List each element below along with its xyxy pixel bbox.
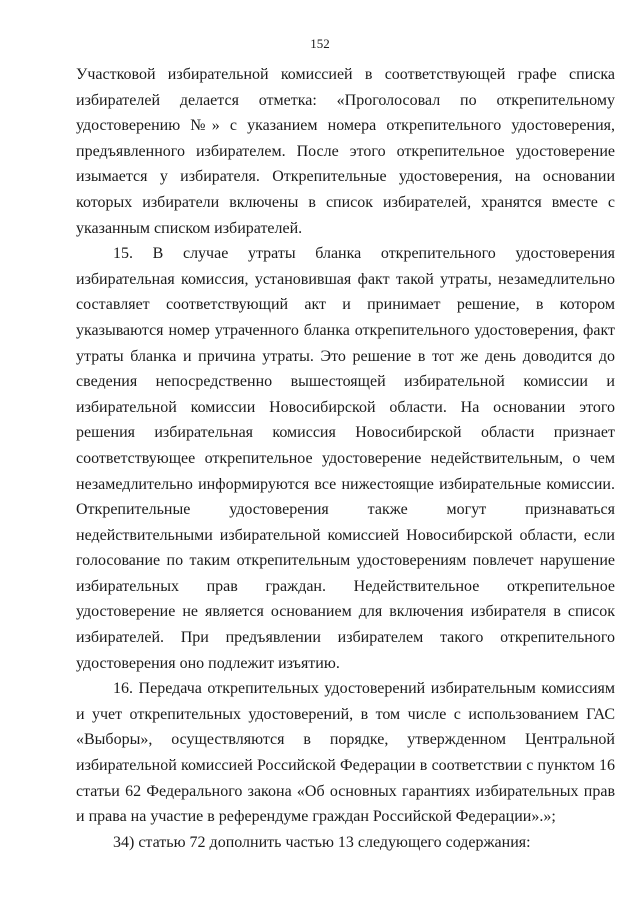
page-number: 152 [310, 36, 330, 51]
paragraph-item-16: 16. Передача открепительных удостоверений избирательным комиссиям и учет открепительных удостоверений, в том числе с использованием ГАС «Выборы», осуществляются в порядке, утвержденном Центральной избирательной комиссией Российской Федерации в соответствии с пунктом 16 статьи 62 Федерального закона «Об основных гарантиях избирательных прав и права на участие в референдуме граждан Российской Федерации».»; [76, 680, 615, 826]
paragraph-continuation: Участковой избирательной комиссией в соответствующей графе списка избирателей делается отметка: «Проголосовал по открепительному удостоверению №» с указанием номера открепительного удостоверения, предъявленного избирателем. После этого открепительное удостоверение изымается у избирателя. Открепительные удостоверения, на основании которых избиратели включены в список избирателей, хранятся вместе с указанным списком избирателей. [76, 66, 615, 237]
paragraph-item-34: 34) статью 72 дополнить частью 13 следующего содержания: [113, 833, 531, 851]
document-body [76, 62, 615, 855]
paragraph-item-15: 15. В случае утраты бланка открепительного удостоверения избирательная комиссия, установившая факт такой утраты, незамедлительно составляет соответствующий акт и принимает решение, в котором указываются номер утраченного бланка открепительного удостоверения, факт утраты бланка и причина утраты. Это решение в тот же день доводится до сведения непосредственно вышестоящей избирательной комиссии и избирательной комиссии Новосибирской области. На основании этого решения избирательная комиссия Новосибирской области признает соответствующее открепительное удостоверение недействительным, о чем незамедлительно информируются все нижестоящие избирательные комиссии. Открепительные удостоверения также могут признаваться недействительными избирательной комиссией Новосибирской области, если голосование по таким открепительным удостоверениям повлечет нарушение избирательных прав граждан. Недействительное открепительное удостоверение не является основанием для включения избирателя в список избирателей. При предъявлении избирателем такого открепительного удостоверения оно подлежит изъятию. [76, 245, 615, 672]
